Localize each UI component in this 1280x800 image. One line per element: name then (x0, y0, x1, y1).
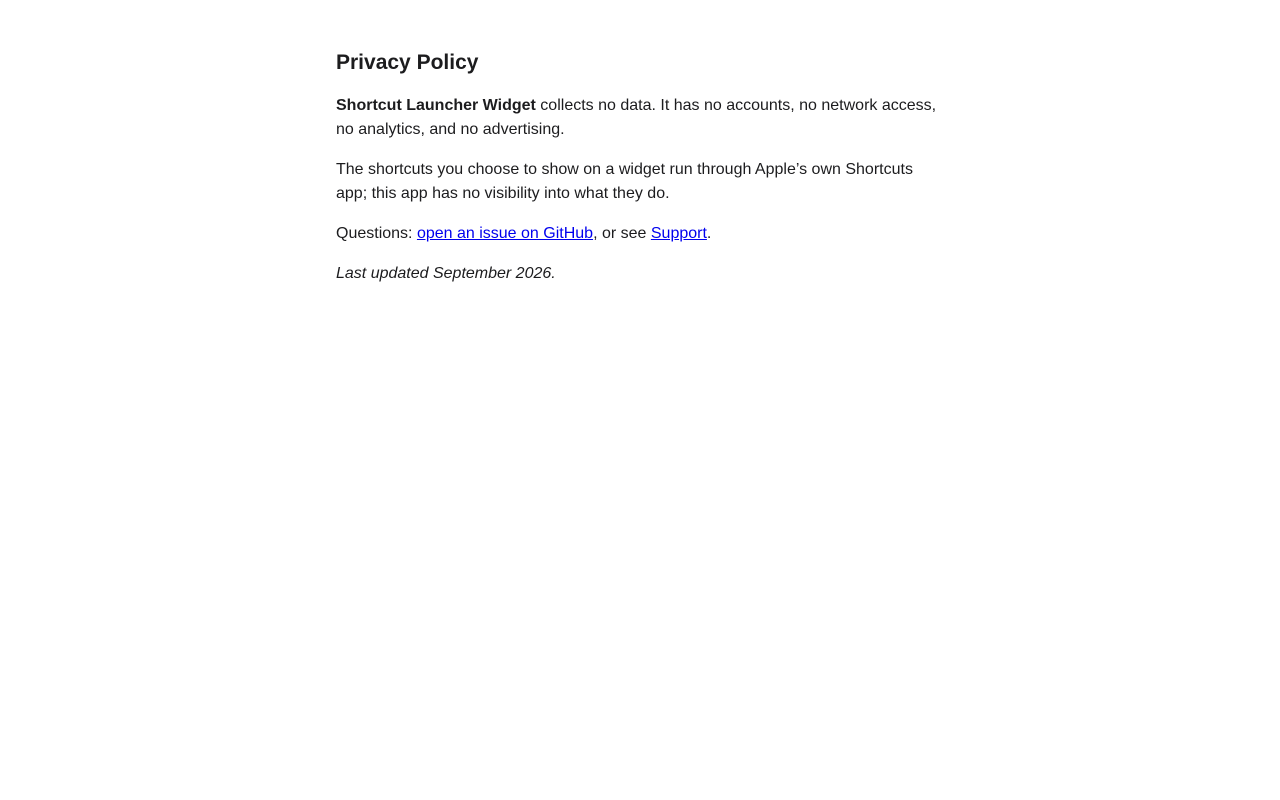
questions-paragraph (336, 222, 944, 246)
last-updated: Last updated September 2026. (336, 265, 556, 282)
github-issue-link[interactable]: open an issue on GitHub (416, 225, 594, 242)
app-name: Shortcut Launcher Widget (336, 97, 536, 114)
intro-text: collects no data. It has no accounts, no network access, no analytics, and no advertising. (336, 97, 937, 138)
questions-suffix: . (706, 225, 712, 242)
questions-middle: , or see (593, 225, 651, 242)
shortcuts-paragraph: The shortcuts you choose to show on a widget run through Apple’s own Shortcuts app; this app has no visibility into what they do. (336, 161, 913, 202)
privacy-policy-content (336, 48, 944, 286)
questions-prefix: Questions: (336, 225, 417, 242)
support-link[interactable]: Support (650, 225, 707, 242)
intro-paragraph (336, 94, 944, 142)
page-title: Privacy Policy (336, 51, 479, 74)
